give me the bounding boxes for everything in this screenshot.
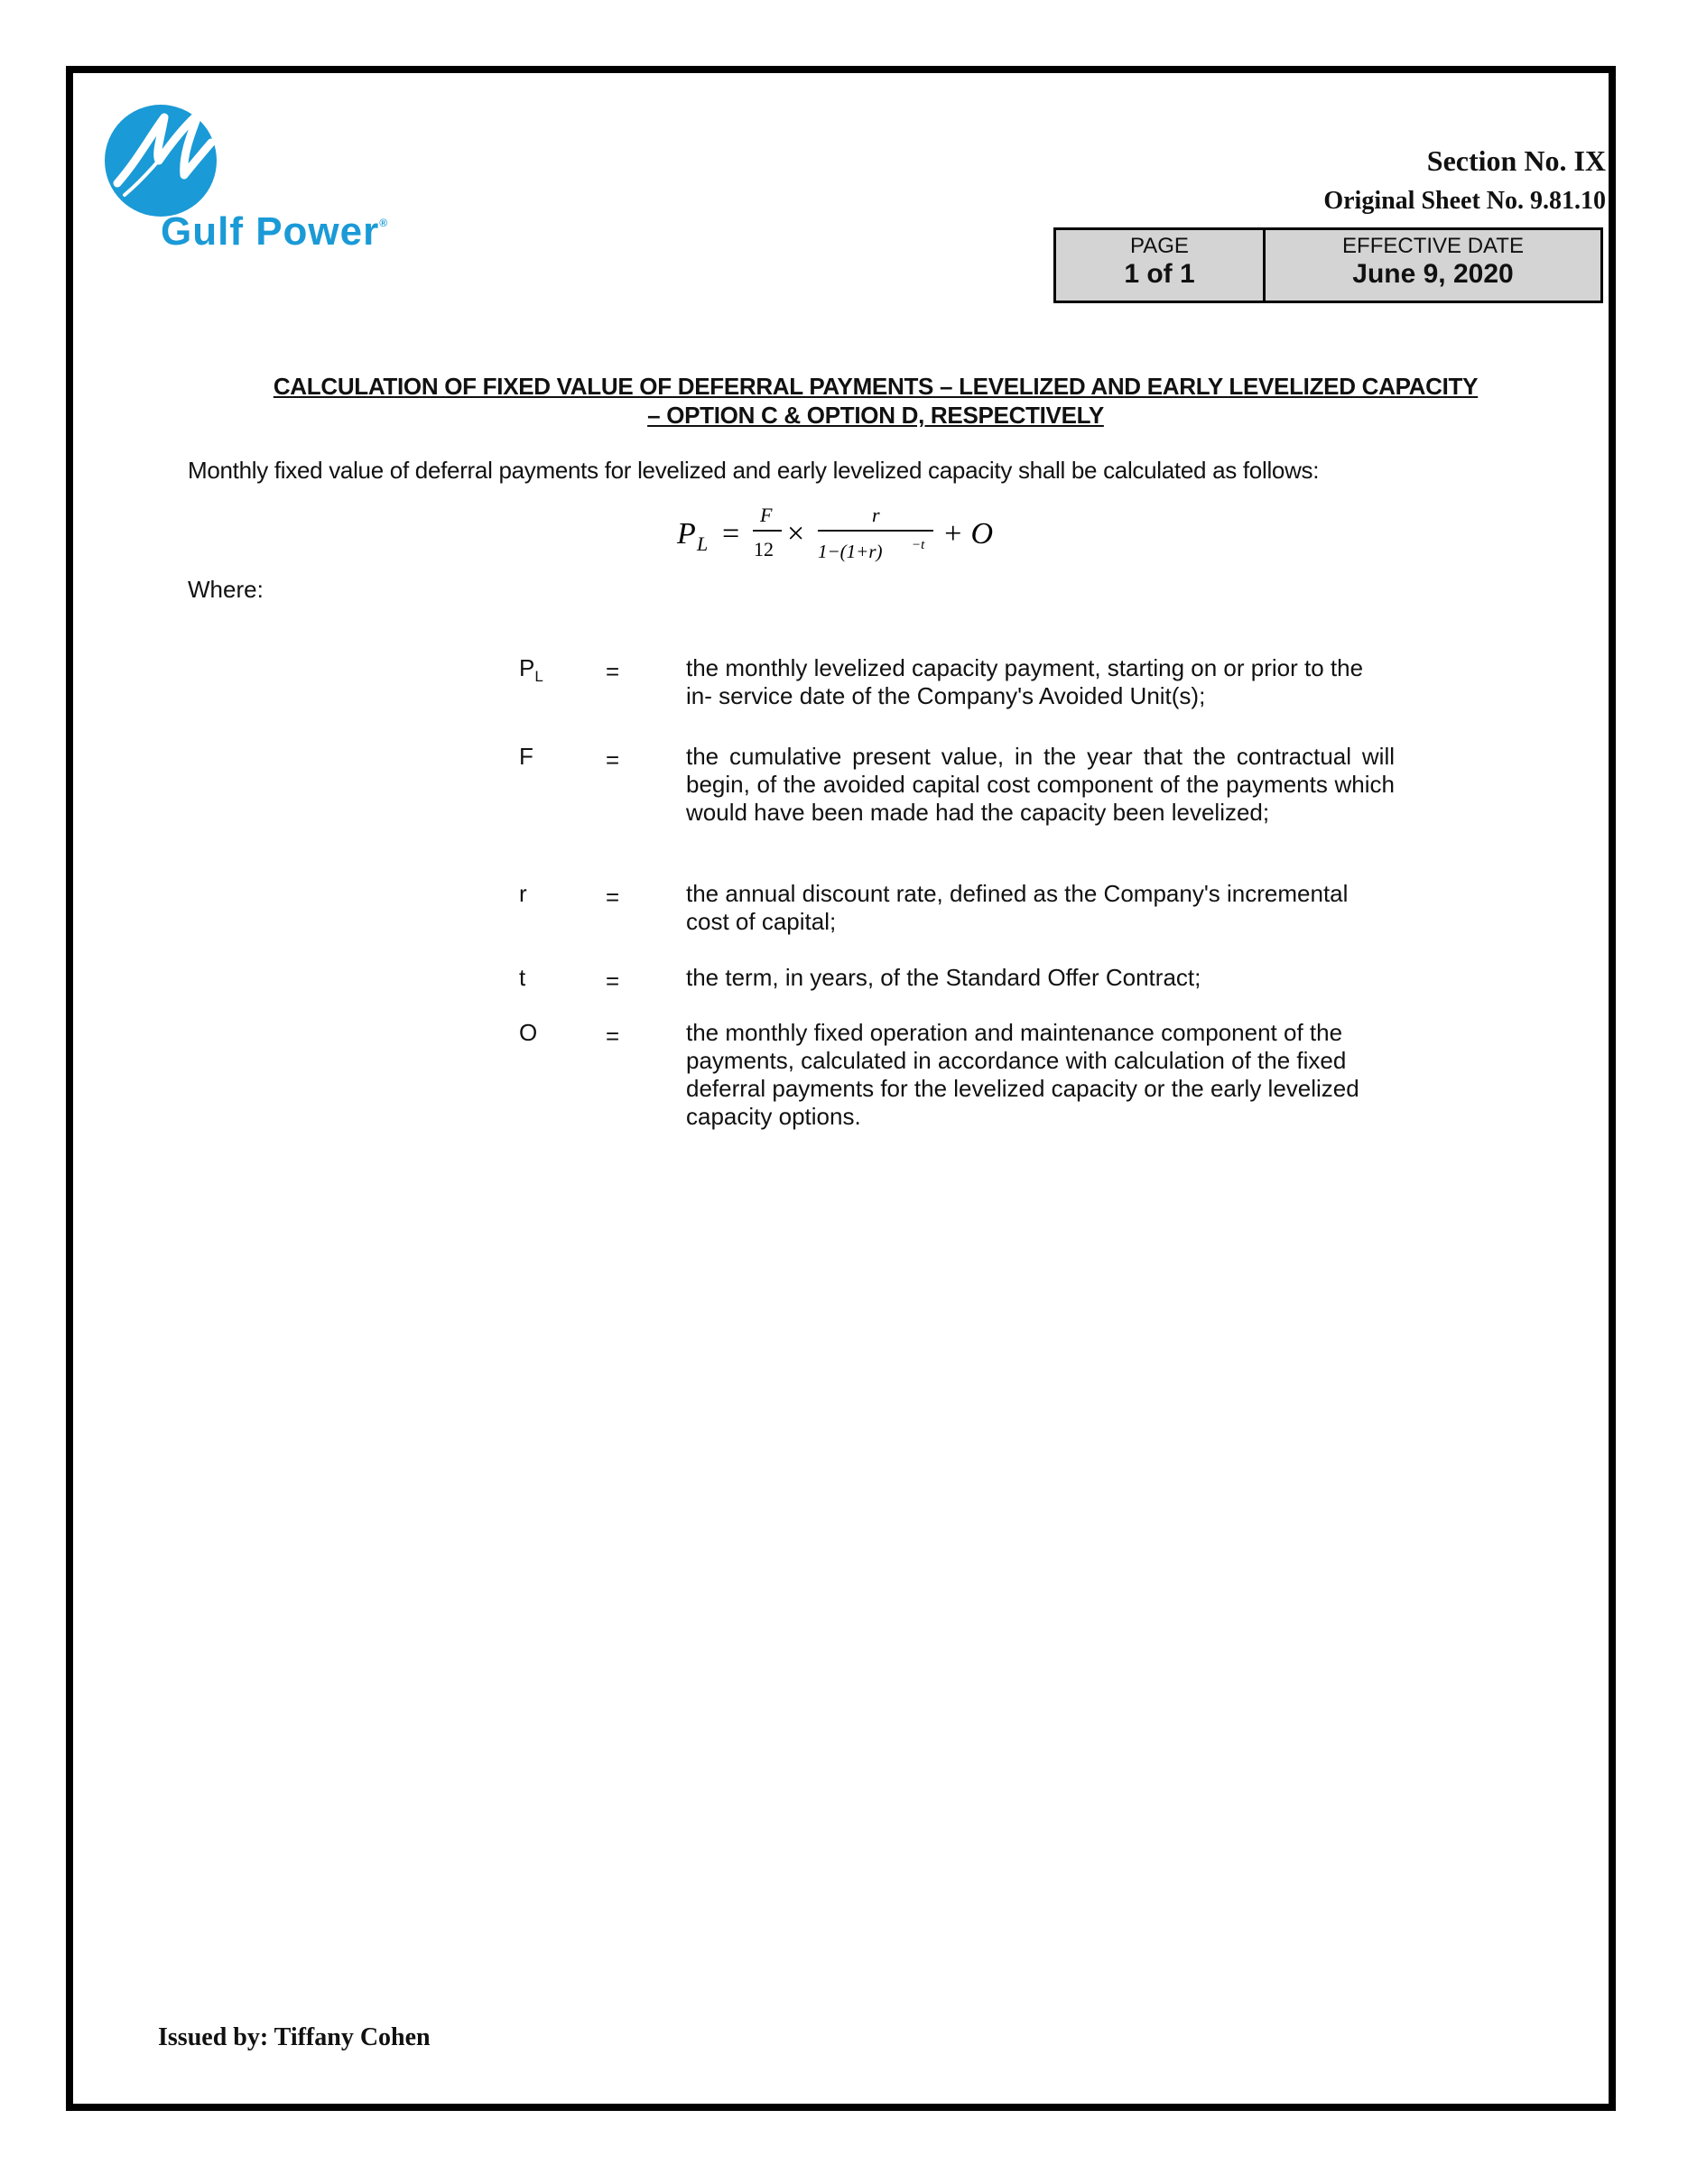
formula-r-exponent: −t — [912, 538, 925, 552]
definition-text: the monthly fixed operation and maintenance component of the payments, calculated in accordance with calculation of the fixed deferral payments for the levelized capacity or the early levelized capacity options. — [686, 1019, 1359, 1130]
definition-equals: = — [606, 967, 620, 995]
page-cell — [1056, 230, 1266, 301]
registered-mark: ® — [379, 217, 389, 229]
issued-by: Issued by: Tiffany Cohen — [158, 2023, 431, 2051]
definition-symbol: F — [519, 743, 533, 770]
definition-equals: = — [606, 1023, 620, 1050]
page-info-box — [1053, 227, 1603, 303]
page-label: PAGE — [1130, 234, 1189, 258]
formula-lhs: P — [677, 517, 696, 551]
definition-equals: = — [606, 746, 620, 773]
formula-equals: = — [722, 517, 740, 551]
brand-name-text: Gulf Power — [161, 209, 380, 254]
definition-text: the term, in years, of the Standard Offer Contract; — [686, 964, 1201, 991]
where-label: Where: — [188, 576, 264, 603]
definition-symbol: r — [519, 880, 527, 907]
definition-symbol — [519, 654, 543, 690]
document-title — [181, 372, 1571, 430]
symbol-base: P — [519, 654, 535, 681]
effective-date-label: EFFECTIVE DATE — [1342, 234, 1524, 258]
effective-date-cell — [1266, 230, 1600, 301]
formula-f-denominator: 12 — [754, 538, 774, 560]
formula-r-numerator: r — [872, 504, 880, 526]
page-value: 1 of 1 — [1124, 259, 1195, 289]
definition-equals: = — [606, 658, 620, 685]
intro-paragraph: Monthly fixed value of deferral payments for levelized and early levelized capacity shall be calculated as follows: — [188, 457, 1320, 484]
effective-date-value: June 9, 2020 — [1352, 259, 1514, 289]
formula-f-numerator: F — [760, 504, 773, 526]
definition-text: the cumulative present value, in the year that the contractual will begin, of the avoided capital cost component of the payments which would have been made had the capacity been levelized; — [686, 743, 1395, 826]
title-line-1: CALCULATION OF FIXED VALUE OF DEFERRAL PAYMENTS – LEVELIZED AND EARLY LEVELIZED CAPACITY — [273, 373, 1479, 400]
logo-icon — [101, 97, 227, 224]
brand-name — [161, 209, 388, 254]
formula-times: × — [787, 517, 805, 551]
sheet-number: Original Sheet No. 9.81.10 — [1323, 187, 1606, 215]
definition-equals: = — [606, 884, 620, 911]
definition-text: the annual discount rate, defined as the Company's incremental cost of capital; — [686, 880, 1349, 935]
levelized-payment-formula — [675, 502, 1054, 574]
formula-lhs-sub: L — [697, 532, 709, 555]
definition-symbol: t — [519, 964, 526, 991]
formula-plus-o: + O — [942, 517, 993, 551]
definition-text: the monthly levelized capacity payment, starting on or prior to the in- service date of the Company's Avoided Unit(s); — [686, 654, 1364, 709]
symbol-subscript: L — [534, 668, 543, 686]
section-number: Section No. IX — [1426, 144, 1606, 177]
title-line-2: – OPTION C & OPTION D, RESPECTIVELY — [647, 402, 1104, 429]
formula-r-denominator: 1−(1+r) — [818, 541, 883, 562]
definition-symbol: O — [519, 1019, 538, 1046]
